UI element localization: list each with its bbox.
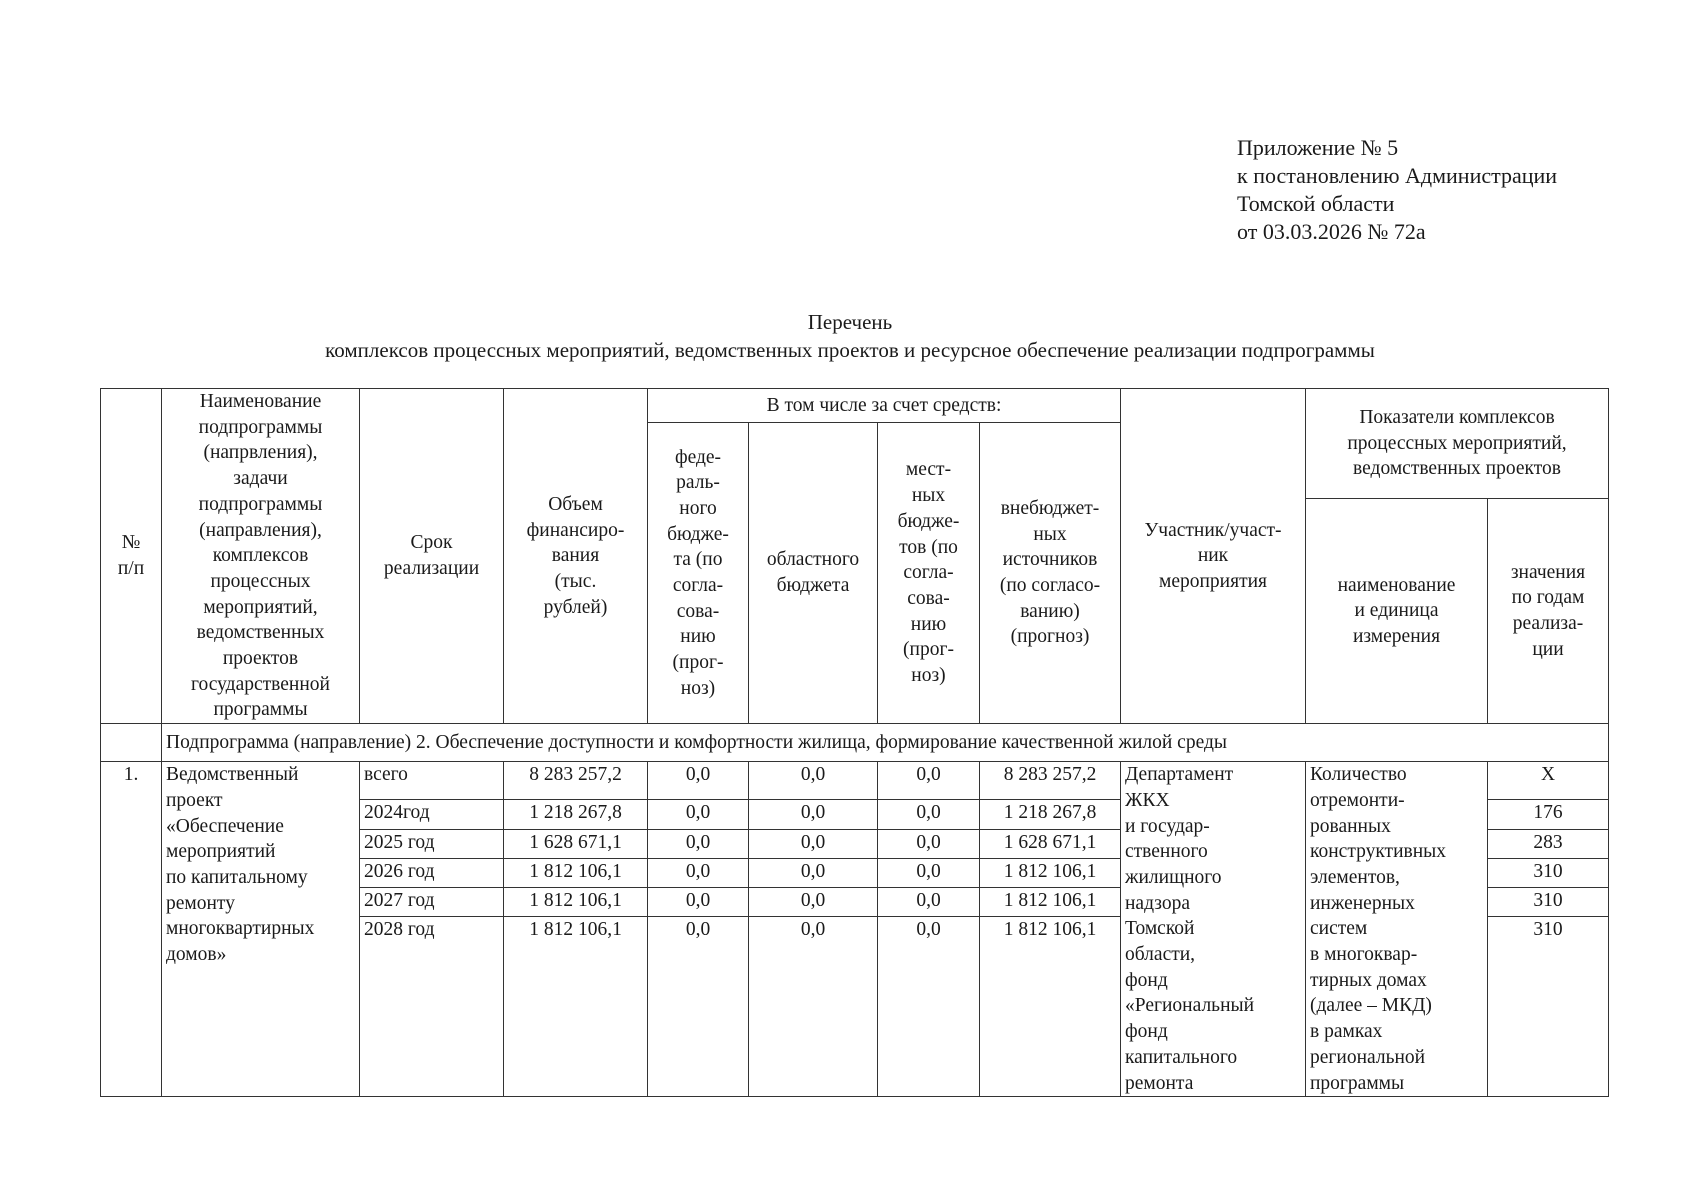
- header-including: В том числе за счет средств:: [648, 389, 1121, 423]
- cell-line: бюджета: [776, 575, 850, 597]
- subprogram-row: [101, 724, 1609, 762]
- cell-line: (далее – МКД): [1310, 995, 1432, 1017]
- header-indicators: [1306, 389, 1609, 499]
- local-cell: 0,0: [878, 799, 980, 829]
- cell-line: (прогноз): [1010, 626, 1090, 648]
- cell-line: в рамках: [1310, 1021, 1383, 1043]
- regional-cell: 0,0: [749, 762, 878, 799]
- cell-line: Ведомственный: [166, 764, 299, 786]
- cell-line: вания: [551, 545, 600, 567]
- cell-line: мероприятий: [166, 841, 276, 863]
- local-cell: 0,0: [878, 762, 980, 799]
- term-cell: 2025 год: [360, 829, 504, 858]
- cell-line: значения: [1510, 561, 1586, 583]
- cell-line: Департамент: [1125, 764, 1234, 786]
- cell-line: источников: [1002, 549, 1098, 571]
- cell-line: программы: [213, 699, 308, 721]
- title-line: комплексов процессных мероприятий, ведомственных проектов и ресурсное обеспечение реализации подпрограммы: [325, 338, 1375, 362]
- cell-line: отремонти-: [1310, 789, 1405, 811]
- cell-line: ноз): [680, 677, 716, 699]
- cell-line: Показатели комплексов: [1359, 407, 1555, 429]
- project-participant: [1121, 762, 1306, 1097]
- header-num: [101, 389, 162, 724]
- cell-line: Наименование: [199, 391, 322, 412]
- cell-line: ванию): [1020, 600, 1080, 622]
- cell-line: элементов,: [1310, 866, 1400, 888]
- cell-line: бюдже-: [667, 523, 729, 545]
- cell-line: ции: [1532, 638, 1564, 660]
- cell-line: капитального: [1125, 1046, 1238, 1068]
- cell-line: ведомственных: [196, 622, 325, 644]
- local-cell: 0,0: [878, 858, 980, 887]
- cell-line: надзора: [1125, 892, 1190, 914]
- federal-cell: 0,0: [648, 799, 749, 829]
- extra-cell: 1 628 671,1: [980, 829, 1121, 858]
- cell-line: сова-: [907, 587, 950, 609]
- cell-line: региональной: [1310, 1046, 1426, 1068]
- cell-line: ного: [679, 497, 717, 519]
- cell-line: (прог-: [903, 639, 954, 661]
- cell-line: комплексов: [212, 545, 309, 567]
- cell-line: и единица: [1354, 600, 1439, 622]
- cell-line: №: [121, 532, 141, 554]
- federal-cell: 0,0: [648, 829, 749, 858]
- regional-cell: 0,0: [749, 829, 878, 858]
- header-indicator-name: [1306, 499, 1488, 724]
- cell-line: согла-: [903, 562, 954, 584]
- regional-cell: 0,0: [749, 858, 878, 887]
- appendix-line: от 03.03.2026 № 72а: [1237, 219, 1426, 244]
- cell-line: тов (по: [899, 536, 958, 558]
- cell-line: фонд: [1125, 969, 1168, 991]
- header-indicator-values: [1488, 499, 1609, 724]
- cell-line: Количество: [1310, 764, 1407, 786]
- cell-line: п/п: [117, 558, 145, 580]
- cell-line: нию: [910, 613, 947, 635]
- cell-line: областного: [766, 549, 860, 571]
- regional-cell: 0,0: [749, 799, 878, 829]
- project-indicator: [1306, 762, 1488, 1097]
- cell-line: феде-: [674, 446, 722, 468]
- cell-line: бюдже-: [897, 510, 960, 532]
- cell-line: согла-: [672, 575, 724, 597]
- cell-line: области,: [1125, 944, 1196, 966]
- cell-line: реализа-: [1512, 613, 1584, 635]
- cell-line: ных: [911, 485, 946, 507]
- federal-cell: 0,0: [648, 917, 749, 1097]
- cell-line: сова-: [676, 600, 720, 622]
- cell-line: программы: [1310, 1072, 1405, 1094]
- cell-line: фонд: [1125, 1021, 1168, 1043]
- cell-line: (по согласо-: [999, 575, 1101, 597]
- volume-cell: 1 218 267,8: [504, 799, 648, 829]
- term-cell: 2026 год: [360, 858, 504, 887]
- appendix-line: Приложение № 5: [1237, 135, 1399, 160]
- cell-line: Срок: [410, 532, 453, 554]
- appendix-block: [1237, 134, 1557, 246]
- cell-line: (прог-: [672, 652, 724, 674]
- cell-line: «Обеспечение: [166, 815, 284, 837]
- extra-cell: 1 812 106,1: [980, 888, 1121, 917]
- volume-cell: 1 812 106,1: [504, 858, 648, 887]
- volume-cell: 1 812 106,1: [504, 888, 648, 917]
- cell-line: Участник/участ-: [1144, 519, 1282, 541]
- subprogram-title: Подпрограмма (направление) 2. Обеспечение доступности и комфортности жилища, формирование качественной жилой среды: [162, 724, 1609, 762]
- appendix-line: к постановлению Администрации: [1237, 163, 1558, 188]
- term-cell: 2028 год: [360, 917, 504, 1097]
- value-cell: 283: [1488, 829, 1609, 858]
- cell-line: измерения: [1352, 625, 1441, 647]
- cell-line: нию: [680, 626, 716, 648]
- value-cell: 176: [1488, 799, 1609, 829]
- appendix-line: Томской области: [1237, 191, 1395, 216]
- header-extrabudget: [980, 423, 1121, 724]
- volume-cell: 1 628 671,1: [504, 829, 648, 858]
- header-federal: [648, 423, 749, 724]
- cell-line: наименование: [1337, 574, 1456, 596]
- header-local: [878, 423, 980, 724]
- project-num: 1.: [101, 762, 162, 1097]
- term-cell: 2027 год: [360, 888, 504, 917]
- cell-line: и государ-: [1125, 815, 1210, 837]
- cell-line: (напрвления),: [203, 442, 318, 464]
- cell-line: (тыс.: [554, 570, 597, 592]
- extra-cell: 8 283 257,2: [980, 762, 1121, 799]
- cell-line: подпрограммы: [198, 493, 323, 515]
- cell-line: ремонту: [166, 892, 235, 914]
- header-regional: [749, 423, 878, 724]
- cell-line: раль-: [676, 472, 720, 494]
- volume-cell: 8 283 257,2: [504, 762, 648, 799]
- federal-cell: 0,0: [648, 762, 749, 799]
- cell-line: ЖКХ: [1125, 789, 1170, 811]
- cell-line: задачи: [233, 468, 288, 490]
- header-row-1: [101, 389, 1609, 423]
- federal-cell: 0,0: [648, 888, 749, 917]
- cell-line: процессных: [210, 570, 311, 592]
- cell-line: проектов: [222, 648, 299, 670]
- regional-cell: 0,0: [749, 888, 878, 917]
- cell-line: та (по: [673, 549, 723, 571]
- regional-cell: 0,0: [749, 917, 878, 1097]
- document-title: [100, 308, 1600, 364]
- cell-line: инженерных: [1310, 892, 1415, 914]
- data-row-total: [101, 762, 1609, 799]
- cell-line: (направления),: [199, 519, 322, 541]
- cell-line: Объем: [548, 493, 603, 515]
- header-volume: [504, 389, 648, 724]
- value-cell: 310: [1488, 917, 1609, 1097]
- value-cell: 310: [1488, 888, 1609, 917]
- cell-line: мест-: [905, 459, 952, 481]
- cell-line: проект: [166, 789, 223, 811]
- local-cell: 0,0: [878, 829, 980, 858]
- header-name: [162, 389, 360, 724]
- cell-line: тирных домах: [1310, 969, 1427, 991]
- local-cell: 0,0: [878, 917, 980, 1097]
- volume-cell: 1 812 106,1: [504, 917, 648, 1097]
- cell-line: ведомственных проектов: [1353, 458, 1561, 480]
- budget-table: [100, 388, 1609, 1097]
- cell-line: по капитальному: [166, 866, 308, 888]
- subprogram-num-cell: [101, 724, 162, 762]
- cell-line: жилищного: [1125, 866, 1222, 888]
- federal-cell: 0,0: [648, 858, 749, 887]
- cell-line: по годам: [1511, 587, 1585, 609]
- term-cell: всего: [360, 762, 504, 799]
- local-cell: 0,0: [878, 888, 980, 917]
- project-name: [162, 762, 360, 1097]
- cell-line: в многоквар-: [1310, 944, 1418, 966]
- cell-line: подпрограммы: [198, 416, 323, 438]
- header-term: [360, 389, 504, 724]
- cell-line: систем: [1310, 918, 1368, 940]
- cell-line: ноз): [911, 665, 946, 687]
- cell-line: Томской: [1125, 918, 1195, 940]
- term-cell: 2024год: [360, 799, 504, 829]
- cell-line: процессных мероприятий,: [1347, 432, 1567, 454]
- cell-line: многоквартирных: [166, 918, 315, 940]
- value-cell: 310: [1488, 858, 1609, 887]
- cell-line: внебюджет-: [1000, 497, 1100, 519]
- cell-line: мероприятия: [1158, 570, 1267, 592]
- cell-line: ник: [1197, 545, 1229, 567]
- cell-line: мероприятий,: [203, 596, 318, 618]
- cell-line: домов»: [166, 944, 227, 966]
- cell-line: ных: [1033, 523, 1067, 545]
- extra-cell: 1 812 106,1: [980, 917, 1121, 1097]
- cell-line: государственной: [191, 673, 330, 695]
- cell-line: реализации: [383, 558, 480, 580]
- cell-line: рублей): [543, 596, 608, 618]
- extra-cell: 1 218 267,8: [980, 799, 1121, 829]
- cell-line: конструктивных: [1310, 841, 1446, 863]
- cell-line: ремонта: [1125, 1072, 1194, 1094]
- cell-line: ственного: [1125, 841, 1208, 863]
- cell-line: финансиро-: [526, 519, 625, 541]
- value-cell: Х: [1488, 762, 1609, 799]
- header-participant: [1121, 389, 1306, 724]
- cell-line: «Региональный: [1125, 995, 1255, 1017]
- title-line: Перечень: [807, 310, 893, 334]
- extra-cell: 1 812 106,1: [980, 858, 1121, 887]
- cell-line: рованных: [1310, 815, 1391, 837]
